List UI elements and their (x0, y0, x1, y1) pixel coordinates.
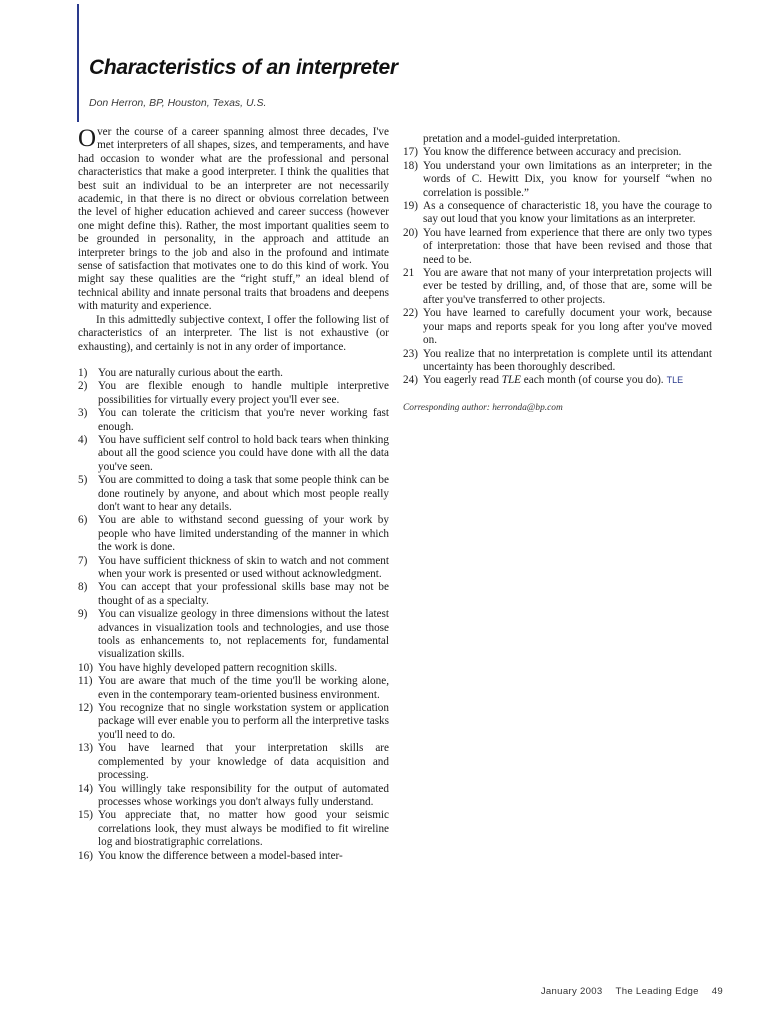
list-item-number: 11) (78, 675, 93, 688)
list-item-number: 7) (78, 554, 88, 567)
intro-text: ver the course of a career spanning almost three decades, I've met interpreters of all shapes, sizes, and temperaments, and have had occasion to wonder what are the professional and personal characteristics that make a good interpreter. I think the qualities that best suit an individual to be an interpreter are not necessarily academic, in that there is no direct or obvious correlation between the level of higher education achieved and career success (however one might define this). Rather, the most important qualities seem to be grounded in personality, in the approach and attitude an interpreter brings to the job and also in the profound and intimate sense of satisfaction that motivates one to do this kind of work. You might say these qualities are the “right stuff,” an ideal blend of technical ability and innate personal traits that broadens and deepens with maturity and experience. (78, 126, 389, 313)
item24-text-before: You eagerly read (423, 374, 502, 387)
list-item (78, 474, 389, 514)
list-continuation: pretation and a model-guided interpretation. (423, 133, 621, 145)
list-item-number: 6) (78, 514, 88, 527)
list-item-number: 23) (403, 347, 418, 360)
list-item-text: You are able to withstand second guessing of your work by people who have limited understanding of the manner in which the work is done. (98, 514, 389, 554)
list-item-number: 15) (78, 809, 93, 822)
list-item-text: You willingly take responsibility for the output of automated processes whose workings you don't always fully understand. (98, 782, 389, 808)
list-item (78, 662, 389, 675)
list-item (403, 307, 712, 347)
list-item-number: 12) (78, 702, 93, 715)
list-item-number: 4) (78, 433, 88, 446)
list-item (403, 348, 712, 375)
intro-paragraph (78, 126, 389, 314)
list-item (78, 702, 389, 742)
list-item-text: You realize that no interpretation is complete until its attendant uncertainty has been thoroughly described. (423, 347, 712, 373)
author-line: Don Herron, BP, Houston, Texas, U.S. (89, 97, 267, 109)
list-item (78, 809, 389, 849)
list-item-text: You have highly developed pattern recognition skills. (98, 661, 338, 674)
list-item (403, 267, 712, 307)
footer-issue-date: January 2003 (540, 986, 603, 997)
list-item-number: 18) (403, 159, 418, 172)
list-item-number: 1) (78, 366, 88, 379)
list-item-text: You recognize that no single workstation system or application package will ever enable you to perform all the interpretive tasks you'll need to do. (98, 702, 389, 741)
list-item-text: You have learned from experience that there are only two types of interpretation: those that have been revised and those that need to be. (423, 226, 712, 266)
list-item-number: 13) (78, 742, 93, 755)
right-column (403, 133, 712, 425)
article-title: Characteristics of an interpreter (89, 56, 398, 79)
list-item-number: 9) (78, 608, 88, 621)
list-item (403, 146, 712, 159)
footer-journal-name: The Leading Edge (615, 986, 699, 997)
corresponding-author: Corresponding author: herronda@bp.com (403, 402, 563, 413)
list-item-text: You have learned to carefully document your work, because your maps and reports speak for you long after you've moved on. (423, 307, 712, 347)
second-paragraph: In this admittedly subjective context, I offer the following list of characteristics of an interpreter. The list is not exhaustive (or exhausting), and certainly is not in any order of importance. (78, 313, 389, 353)
list-item-text: You are naturally curious about the earth. (98, 366, 283, 379)
list-item-text: You understand your own limitations as an interpreter; in the words of C. Hewitt Dix, you know for yourself “when no correlation is possible.” (423, 159, 712, 199)
tle-end-mark: TLE (666, 375, 684, 386)
list-item-number: 10) (78, 661, 93, 674)
header-accent-rule (77, 4, 79, 122)
characteristics-list-right (403, 146, 712, 374)
list-item-number: 8) (78, 581, 88, 594)
journal-abbrev: TLE (501, 374, 521, 387)
list-item-text: You are flexible enough to handle multiple interpretive possibilities for virtually every project you'll ever see. (98, 380, 389, 406)
list-item-number: 24) (403, 374, 418, 387)
list-item (78, 555, 389, 582)
list-item-text: You know the difference between accuracy and precision. (423, 146, 682, 159)
list-item-text: You have sufficient self control to hold back tears when thinking about all the good science you could have done with all the data you've seen. (98, 433, 389, 473)
list-item-number: 16) (78, 849, 93, 862)
list-item (403, 200, 712, 227)
list-item (78, 608, 389, 662)
list-item-number: 17) (403, 146, 418, 159)
list-item-text: You are committed to doing a task that some people think can be done routinely by anyone, and about which most people really don't want to hear any details. (98, 474, 389, 513)
list-item (403, 227, 712, 267)
list-item (78, 514, 389, 554)
item24-text-after: each month (of course you do). (521, 374, 664, 387)
list-item-number: 21 (403, 267, 415, 280)
list-item-text: As a consequence of characteristic 18, you have the courage to say out loud that you know your limitations as an interpreter. (423, 200, 712, 226)
list-item (78, 407, 389, 434)
page-footer (531, 986, 723, 997)
page-number: 49 (711, 986, 723, 997)
final-list-item (403, 374, 712, 387)
list-item (78, 434, 389, 474)
list-item-number: 19) (403, 200, 418, 213)
list-item-text: You are aware that not many of your interpretation projects will ever be tested by drilling, and, of those that are, some will be after you've transferred to other projects. (423, 267, 712, 306)
list-item-text: You can tolerate the criticism that you're never working fast enough. (98, 407, 389, 433)
list-item (78, 581, 389, 608)
list-item-number: 20) (403, 226, 418, 239)
list-item-text: You can accept that your professional skills base may not be thought of as a specialty. (98, 581, 389, 607)
list-item (78, 380, 389, 407)
paragraph-gap (78, 354, 389, 367)
drop-cap: O (78, 125, 97, 152)
list-item-number: 22) (403, 307, 418, 320)
list-item-number: 2) (78, 380, 88, 393)
list-item (403, 160, 712, 200)
list-item-number: 5) (78, 474, 88, 487)
list-item-text: You know the difference between a model-based inter- (98, 849, 343, 862)
list-item (78, 783, 389, 810)
list-item (78, 742, 389, 782)
list-item-text: You are aware that much of the time you'll be working alone, even in the contemporary team-oriented business environment. (98, 675, 389, 701)
list-item-text: You have learned that your interpretation skills are complemented by your knowledge of data acquisition and processing. (98, 742, 389, 782)
list-item (78, 367, 389, 380)
list-item-text: You appreciate that, no matter how good your seismic correlations look, they must always be modified to fit wireline log and biostratigraphic correlations. (98, 809, 389, 849)
list-item-text: You have sufficient thickness of skin to watch and not comment when your work is presented or used without acknowledgment. (98, 554, 389, 580)
left-column (78, 126, 389, 863)
list-item (78, 850, 389, 863)
list-item-number: 3) (78, 407, 88, 420)
list-item (78, 675, 389, 702)
characteristics-list-left (78, 367, 389, 863)
list-item-text: You can visualize geology in three dimensions without the latest advances in visualization tools and technologies, and use those tools as enhancements to, not replacements for, fundamental visualization skills. (98, 608, 389, 661)
list-item (403, 374, 712, 387)
list-item-number: 14) (78, 782, 93, 795)
